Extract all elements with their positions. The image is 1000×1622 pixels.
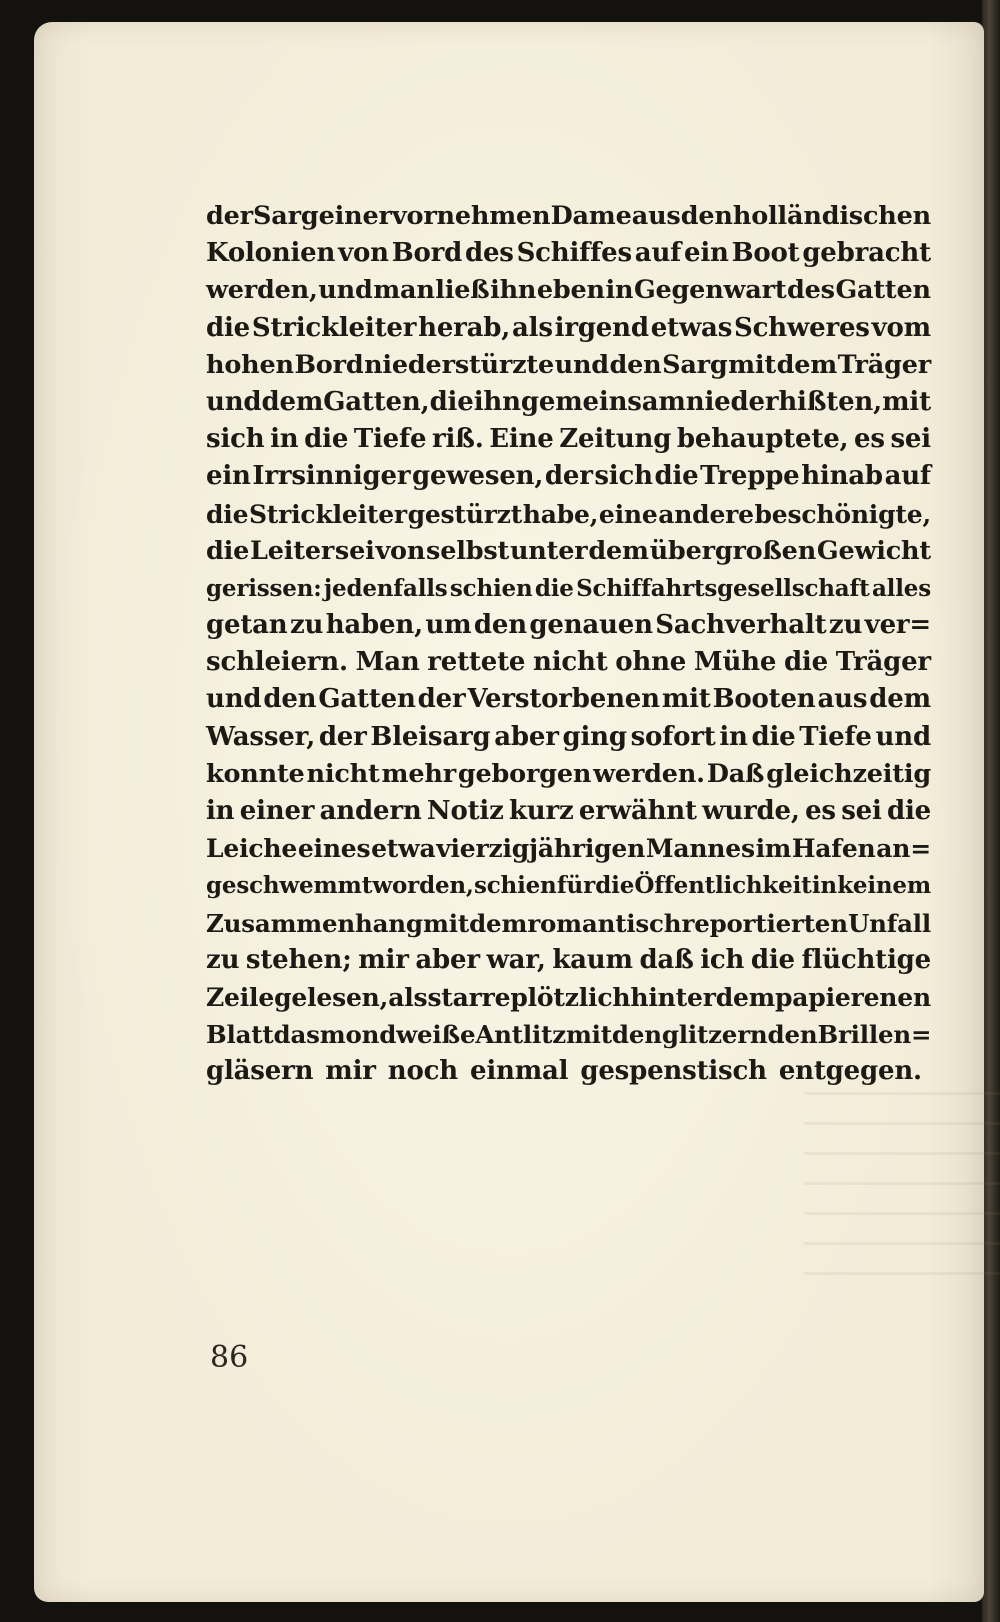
show-through-shadow (804, 1092, 1000, 1292)
text-line: die Strickleiter gestürzt habe, eine andere beschönigte, (206, 499, 931, 529)
text-line: zu stehen; mir aber war, kaum daß ich die flüchtige (206, 944, 931, 975)
book-page (34, 22, 984, 1602)
body-text (206, 198, 931, 1091)
text-line: gläsern mir noch einmal gespenstisch entgegen. (206, 1056, 922, 1087)
text-line: Leiche eines etwa vierzigjährigen Mannes im Hafen an= (206, 834, 931, 864)
text-line: Zusammenhang mit dem romantisch reportierten Unfall (206, 908, 931, 938)
text-line: Blatt das mondweiße Antlitz mit den glitzernden Brillen= (206, 1020, 932, 1050)
text-line: die Strickleiter herab, als irgend etwas Schweres vom (206, 312, 931, 343)
text-line: ein Irrsinniger gewesen, der sich die Treppe hinab auf (206, 461, 931, 492)
text-line: die Leiter sei von selbst unter dem übergroßen Gewicht (206, 535, 931, 566)
text-line: sich in die Tiefe riß. Eine Zeitung behauptete, es sei (206, 424, 931, 455)
text-line: Zeile gelesen, als starre plötzlich hinter dem papierenen (206, 982, 931, 1012)
text-line: und den Gatten der Verstorbenen mit Booten aus dem (206, 684, 931, 715)
book-edge (982, 0, 1000, 1622)
text-line: Kolonien von Bord des Schiffes auf ein Boot gebracht (206, 238, 931, 269)
text-line: Wasser, der Bleisarg aber ging sofort in die Tiefe und (206, 721, 931, 752)
text-line: der Sarg einer vornehmen Dame aus den holländischen (206, 201, 931, 231)
page-number: 86 (210, 1340, 249, 1375)
text-line: konnte nicht mehr geborgen werden. Daß gleichzeitig (206, 758, 931, 789)
text-line: gerissen: jedenfalls schien die Schiffahrtsgesellschaft alles (206, 574, 931, 602)
text-line: geschwemmt worden, schien für die Öffentlichkeit in keinem (206, 872, 931, 900)
text-line: in einer andern Notiz kurz erwähnt wurde, es sei die (206, 796, 931, 826)
text-line: schleiern. Man rettete nicht ohne Mühe die Träger (206, 647, 931, 678)
text-line: und dem Gatten, die ihn gemeinsam niederhißten, mit (206, 386, 931, 417)
text-line: getan zu haben, um den genauen Sachverhalt zu ver= (206, 610, 931, 641)
text-line: hohen Bord niederstürzte und den Sarg mit dem Träger (206, 349, 931, 380)
text-line: werden, und man ließ ihn eben in Gegenwart des Gatten (206, 275, 931, 306)
